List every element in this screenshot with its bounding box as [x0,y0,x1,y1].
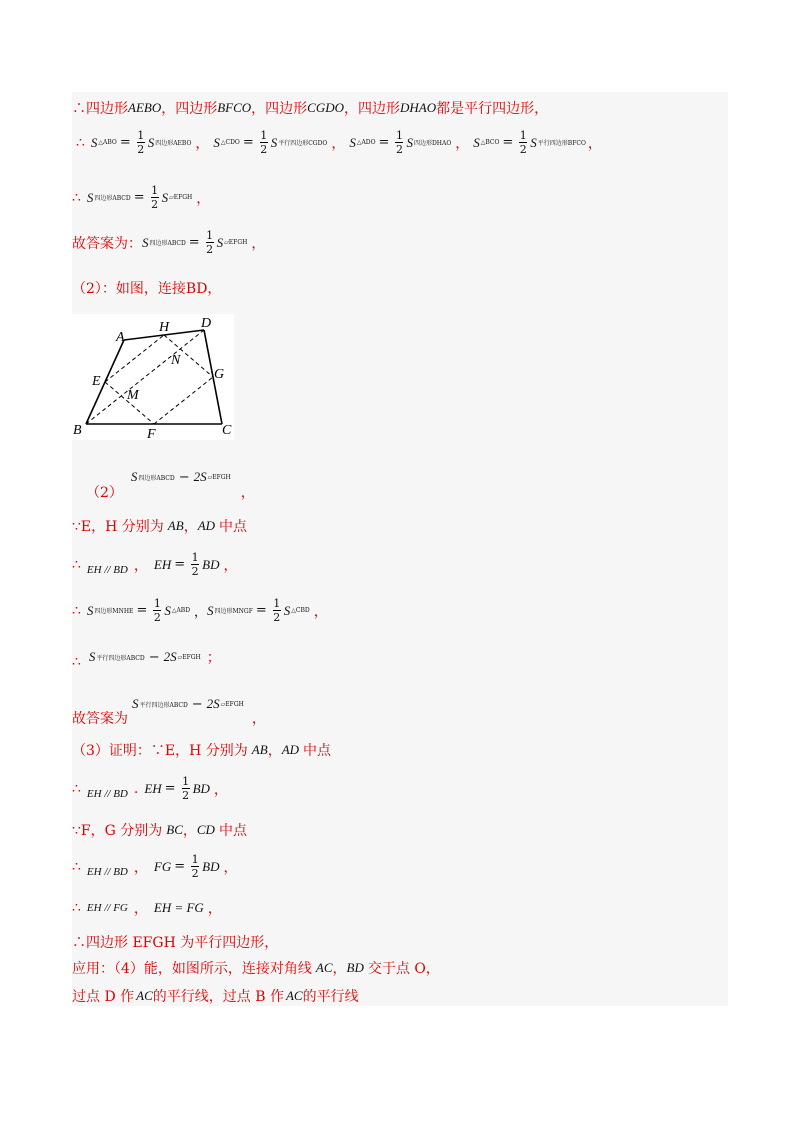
equals: = [133,190,145,205]
fraction-half [273,598,281,623]
math-lhs: EH [144,780,162,796]
quadrilateral-figure [72,314,234,440]
math-AD: AD [281,742,300,757]
math-lhs: EH [153,556,172,572]
equation [132,696,244,712]
therefore-symbol: ∴ [72,602,81,619]
denominator: 2 [206,243,214,256]
numerator: 1 [395,129,403,142]
diagonal-BD [86,330,204,424]
math-DHAO: DHAO [400,100,437,115]
equation-2 [194,598,310,623]
comma: ， [133,859,148,876]
subscript: 平行四边形ABCD [139,701,188,709]
comma: ， [251,711,266,727]
subscript: 平行四边形BFCO [537,140,586,147]
equation [89,649,201,665]
label-G: G [214,367,225,382]
text: 故答案为 [72,711,128,727]
var-S: S [147,134,155,150]
label-C: C [222,423,232,438]
subscript: ▱EFGH [169,194,193,201]
therefore-symbol: ∴ [72,900,81,916]
denominator: 2 [191,867,199,880]
math-AB: AB [251,742,268,757]
equation [87,185,192,210]
equation-3 [349,130,451,155]
text: 中点 [218,823,247,839]
label-N: N [171,353,181,368]
line-construction [72,986,359,1006]
text: 交于点 O， [367,961,440,977]
segment-EH [105,335,164,382]
line-FG-parallel [72,854,237,879]
label-H: H [159,320,170,335]
equals: = [255,603,267,618]
label-B: B [73,423,82,438]
subscript: 四边形ABCD [138,474,175,482]
math-rhs: BD [202,858,220,874]
var-S: S [86,602,94,618]
equation [131,469,231,485]
line-part3-proof [72,740,331,760]
math-AC: AC [315,960,333,975]
numerator: 1 [273,597,281,610]
subscript: 四边形ABCD [149,240,186,247]
var-S: S [142,234,149,250]
comma: ， [313,603,328,620]
math-BD: BD [346,960,364,975]
denominator: 2 [151,198,159,211]
comma: ， [267,743,282,759]
math-rhs: BD [202,556,220,572]
math-equality: EH = FG [153,900,204,915]
equals: = [502,135,514,150]
text: ，四边形 [344,101,401,117]
text: ∵E，H 分别为 [72,519,164,535]
label-M: M [127,388,139,403]
var-S: S [530,134,537,150]
line-application [72,958,440,978]
equals: = [174,859,186,874]
equals: = [164,781,176,796]
numerator: 1 [191,551,199,564]
line-answer-1 [72,230,265,255]
denominator: 2 [153,611,161,624]
equation-1 [87,598,190,623]
therefore-symbol: ∴ [76,134,85,151]
math-BC: BC [166,822,183,837]
var-S: S [130,469,138,484]
denominator: 2 [395,143,403,156]
subscript: ▱EFGH [220,700,244,708]
comma: ， [182,823,197,839]
subscript: 四边形ABCD [94,195,131,202]
equation-4 [473,130,586,155]
denominator: 2 [182,789,190,802]
math-AEBO: AEBO [128,100,162,115]
subscript: 平行四边形CGDO [278,140,328,147]
var-S: S [207,602,214,618]
equals: = [378,135,390,150]
text: （2）：如图，连接BD， [72,281,222,297]
denominator: 2 [519,143,527,156]
minus: − [178,469,190,485]
fraction-half [260,130,268,155]
line-conclusion [72,932,278,952]
comma: ， [183,519,198,535]
numerator: 1 [191,853,199,866]
line-EH-parallel [72,552,237,577]
subscript: 四边形DHAO [413,140,452,147]
numerator: 1 [182,775,190,788]
text: 应用：（4）能，如图所示，连接对角线 [72,961,312,977]
line-parallelograms [72,98,548,118]
comma: ， [240,485,255,501]
equals: = [119,135,131,150]
line-area-relation [72,185,210,210]
line-EH-parallel-2 [72,776,228,801]
line-EH-FG [72,898,222,918]
math-AD: AD [197,518,216,533]
math-parallel: EH // BD [86,787,128,800]
numerator: 1 [260,129,268,142]
subscript: △BCO [480,139,500,146]
var-S: S [283,602,291,618]
var-S: S [164,602,171,618]
equation [154,552,220,577]
equation [144,776,210,801]
comma: ， [223,557,238,574]
geometry-diagram [72,314,234,440]
text: 的平行线 [302,989,359,1005]
label-A: A [116,330,125,345]
equation [142,230,247,255]
subscript: 四边形MNGF [214,608,253,615]
comma: ， [213,781,228,798]
math-CD: CD [196,822,215,837]
var-2S: 2S [206,696,220,711]
subscript: △CBD [291,607,310,614]
fraction-half [191,854,199,879]
line-subarea-relations [72,598,328,623]
text: 故答案为： [72,235,142,252]
text: ∵F，G 分别为 [72,823,163,839]
fraction-half [395,130,403,155]
therefore-symbol: ∴ [72,189,81,206]
subscript: 平行四边形ABCD [96,654,145,662]
text: 都是平行四边形， [436,101,549,117]
numerator: 1 [153,597,161,610]
numerator: 1 [151,184,159,197]
line-answer-2 [72,690,266,728]
comma: ， [332,961,347,977]
text: ∴四边形 [72,101,128,117]
comma: ， [207,901,222,917]
math-parallel: EH // BD [86,865,128,878]
comma: ， [587,135,602,152]
text: 过点 D 作 [72,989,135,1005]
answer-content [72,92,728,1006]
line-therefore-result [72,644,221,670]
numerator: 1 [137,129,145,142]
therefore-symbol: ∴ [72,556,81,573]
comma: ， [196,190,211,207]
text: ∴四边形 EFGH 为平行四边形， [72,935,279,951]
therefore-symbol: ∴ [72,654,81,670]
text: （2） [86,485,123,501]
line-part2-intro [72,278,221,298]
var-2S: 2S [193,469,207,484]
comma: ， [195,135,210,152]
fraction-half [519,130,527,155]
var-2S: 2S [163,649,177,664]
text: 的平行线，过点 B 作 [152,989,284,1005]
numerator: 1 [206,229,214,242]
var-S: S [473,134,480,150]
equals: = [188,235,200,250]
subscript: 四边形AEBO [155,140,192,147]
equation-1 [91,130,191,155]
fraction-half [153,598,161,623]
math-BFCO: BFCO [217,100,252,115]
text: 中点 [219,519,248,535]
fraction-half [191,552,199,577]
var-S: S [161,189,169,205]
subscript: △CDO [220,139,240,146]
math-CGDO: CGDO [307,100,345,115]
var-S: S [216,234,224,250]
math-rhs: BD [192,780,210,796]
semicolon: ； [206,650,221,666]
subscript: △ADO [356,139,376,146]
comma: ， [194,605,208,620]
text: ，四边形 [251,101,308,117]
comma: ， [251,235,266,252]
var-S: S [270,134,278,150]
var-S: S [90,134,98,150]
minus: − [191,696,203,712]
text: （3）证明：∵E，H 分别为 [72,743,248,759]
label-E: E [92,374,101,389]
separator: . [133,780,139,797]
math-lhs: FG [153,858,172,874]
comma: ， [133,557,148,574]
fraction-half [151,185,159,210]
subscript: 四边形MNHE [94,608,134,615]
var-S: S [349,134,356,150]
equals: = [242,135,254,150]
var-S: S [86,189,94,205]
line-midpoints-EH [72,516,247,536]
comma: ， [455,135,470,152]
line-part2-result [86,460,255,502]
math-AC: AC [285,988,303,1003]
fraction-half [182,776,190,801]
math-AB: AB [167,518,184,533]
comma: ， [133,901,148,917]
comma: ， [223,859,238,876]
subscript: △ABD [171,607,191,614]
equation [154,854,220,879]
subscript: △ABO [98,139,117,146]
denominator: 2 [273,611,281,624]
label-F: F [147,427,156,440]
line-triangle-areas [76,130,602,155]
label-D: D [201,316,212,331]
text: ，四边形 [161,101,218,117]
denominator: 2 [191,565,199,578]
equals: = [136,603,148,618]
therefore-symbol: ∴ [72,858,81,875]
subscript: ▱EFGH [177,653,201,661]
subscript: ▱EFGH [224,239,248,246]
line-midpoints-FG [72,820,247,840]
fraction-half [206,230,214,255]
segment-FG [154,377,213,424]
denominator: 2 [137,143,145,156]
fraction-half [137,130,145,155]
subscript: ▱EFGH [207,473,231,481]
math-parallel: EH // FG [86,902,128,914]
var-S: S [88,649,96,664]
math-AC: AC [136,988,153,1003]
math-parallel: EH // BD [86,563,128,576]
equation-2 [213,130,327,155]
numerator: 1 [519,129,527,142]
minus: − [148,649,160,665]
therefore-symbol: ∴ [72,780,81,797]
equals: = [174,557,186,572]
var-S: S [132,696,139,711]
text: 中点 [303,743,332,759]
comma: ， [331,135,346,152]
denominator: 2 [260,143,268,156]
var-S: S [213,134,220,150]
var-S: S [406,134,413,150]
